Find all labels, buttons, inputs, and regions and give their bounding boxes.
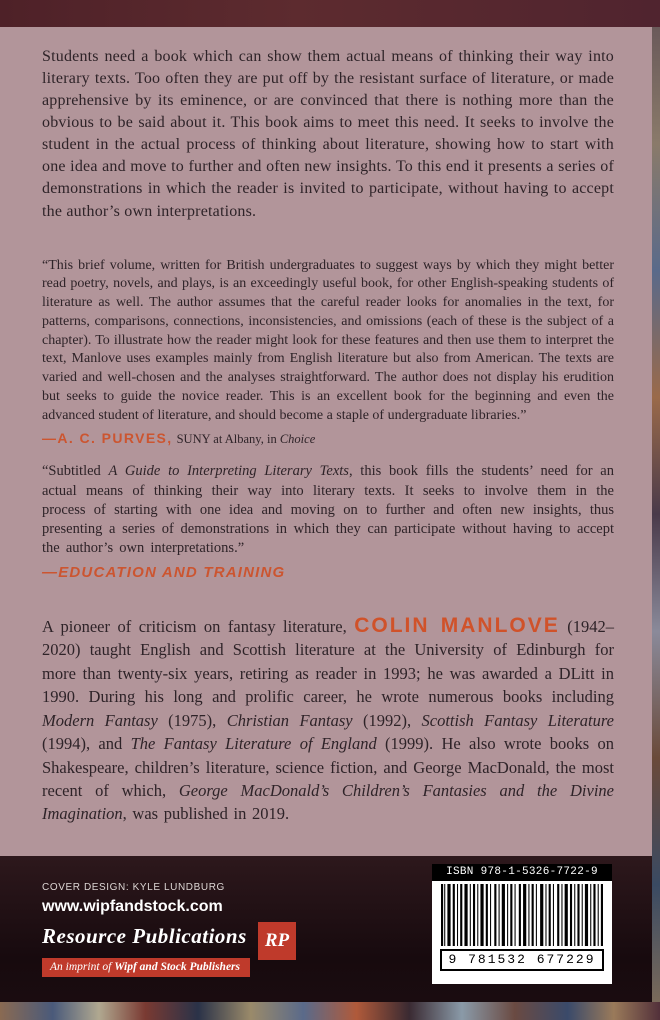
bio-text: (1992), [352,710,422,730]
isbn-label: ISBN 978-1-5326-7722-9 [432,864,612,881]
book-title: Scottish Fantasy Literature [421,710,615,730]
isbn-digits: 9 781532 677229 [440,949,604,971]
intro-paragraph: Students need a book which can show them actual means of thinking their way into literary texts. Too often they are put off by the resistant surface of literature, or made apprehensive by its eminence, or are convinced that there is nothing more than the obvious to be said about it. This book aims to meet this need. It seeks to involve the student in the actual process of thinking about literature, showing how to start with one idea and move to further and often new insights. To this end it presents a series of demonstrations in which the reader is invited to participate, without having to accept the author’s own interpretations. [42,48,614,220]
imprint-banner [42,958,250,977]
bio-text: A pioneer of criticism on fantasy literature, [42,617,355,636]
reviewer-affiliation: SUNY at Albany, in [176,432,280,447]
publisher-initials-badge: RP [258,922,296,960]
bio-text: (1975), [157,710,227,730]
bio-text: (1999). He also wrote books on Shakespeare, children’s literature, science fiction, and George MacDonald, the most recent of which, [42,734,614,800]
book-subtitle: A Guide to Interpreting Literary Texts [108,463,349,480]
review-text-suffix: , this book fills the students’ need for an actual means of thinking their way into literary texts. It seeks to involve them in the process of starting with one idea and moving on to further and often new insights, thus presenting a series of demonstrations in which they can participate without having to accept the author’s own interpretations.” [42,463,614,556]
attribution-choice [42,430,614,448]
bio-text: (1942–2020) taught English and Scottish literature at the University of Edinburgh for more than twenty-six years, retiring as reader in 1993; he was awarded a DLitt in 1990. During his long and prolific career, he wrote numerous books including [42,617,614,707]
imprint-prefix: An imprint of [50,961,115,973]
book-title: The Fantasy Literature of England [130,734,377,754]
book-title: Christian Fantasy [226,710,353,730]
cover-design-credit: COVER DESIGN: KYLE LUNDBURG [42,882,225,893]
author-name: COLIN MANLOVE [354,614,560,637]
publisher-name: Resource Publications [42,924,247,948]
top-spine-strip [0,0,660,27]
bottom-edge-artwork [0,1002,660,1020]
reviewer-name: —A. C. PURVES, [42,430,173,447]
imprint-publisher: Wipf and Stock Publishers [114,961,240,973]
website-url: www.wipfandstock.com [42,898,223,915]
review-quote-choice: “This brief volume, written for British undergraduates to suggest ways by which they might better read poetry, novels, and plays, is an exceedingly useful book, for other English-speaking students of literature as well. The author assumes that the careful reader looks for anomalies in the text, for patterns, comparisons, connections, inconsistencies, and omissions (each of these is the subject of a chapter). To illustrate how the reader might look for these features and then use them to interpret the text, Manlove uses examples mainly from English literature but also from American. The texts are varied and well-chosen and the analyses straightforward. The author does not display his erudition but seeks to guide the novice reader. This is an excellent book for the beginning and even the advanced student of literature, and should become a staple of undergraduate libraries.” [42,257,614,423]
review-quote-education [42,462,614,558]
barcode [441,884,603,946]
review-text-prefix: “Subtitled [42,463,109,480]
bio-text: , was published in 2019. [122,804,290,824]
review-source: Choice [279,432,316,447]
book-title: Modern Fantasy [42,710,158,730]
right-edge-artwork [652,27,660,1002]
barcode-box [432,864,612,984]
book-title: George MacDonald’s Children’s Fantasies and the Divine Imagination [42,780,614,824]
back-cover-content [0,27,660,826]
bio-text: (1994), and [42,734,131,754]
attribution-education: —EDUCATION AND TRAINING [42,564,286,581]
footer-band [0,856,660,1002]
author-bio [42,615,614,826]
